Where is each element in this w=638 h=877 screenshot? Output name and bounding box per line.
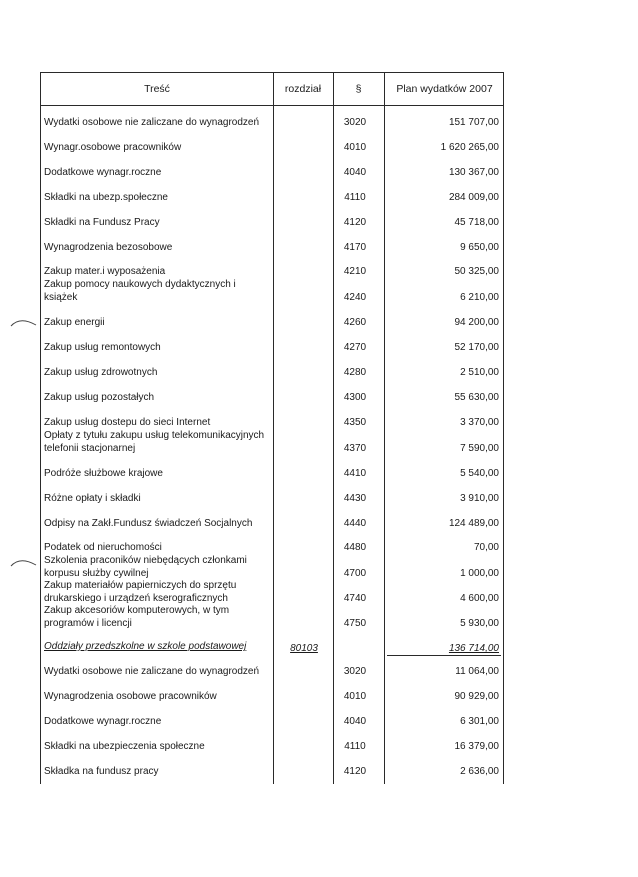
section-title: Oddziały przedszkolne w szkole podstawowej: [44, 641, 247, 652]
row-amount: 45 718,00: [454, 217, 499, 228]
row-amount: 52 170,00: [454, 342, 499, 353]
header-rozdzial: rozdział: [284, 83, 322, 95]
row-description-cont: programów i licencji: [44, 617, 132, 629]
row-amount: 5 930,00: [460, 617, 499, 629]
section-amount: 136 714,00: [448, 643, 499, 654]
header-plan: Plan wydatków 2007: [396, 83, 493, 95]
row-paragraph: 4370: [343, 442, 367, 454]
row-description: Podatek od nieruchomości: [44, 542, 162, 553]
row-amount: 90 929,00: [454, 691, 499, 702]
row-description: Zakup usług pozostałych: [44, 392, 155, 403]
row-description-cont: książek: [44, 291, 78, 303]
row-description: Składki na ubezpieczenia społeczne: [44, 741, 205, 752]
row-paragraph: 4110: [344, 192, 366, 203]
row-paragraph: 4300: [343, 392, 367, 403]
row-paragraph: 4750: [343, 617, 367, 629]
row-paragraph: 3020: [343, 666, 367, 677]
row-description: Wynagr.osobowe pracowników: [44, 142, 182, 153]
row-paragraph: 4740: [343, 592, 367, 604]
row-amount: 9 650,00: [460, 242, 499, 253]
row-paragraph: 4110: [344, 741, 366, 752]
row-description: Składka na fundusz pracy: [44, 766, 159, 777]
row-description: Wynagrodzenia osobowe pracowników: [44, 691, 217, 702]
row-amount: 4 600,00: [460, 592, 499, 604]
row-paragraph: 4120: [343, 217, 367, 228]
row-amount: 1 000,00: [460, 567, 499, 579]
row-description: Dodatkowe wynagr.roczne: [44, 716, 162, 727]
row-amount: 2 510,00: [460, 367, 499, 378]
row-amount: 94 200,00: [454, 317, 499, 328]
row-amount: 3 910,00: [460, 493, 499, 504]
row-paragraph: 4480: [343, 542, 367, 553]
column-divider: [273, 73, 274, 784]
row-description: Zakup usług zdrowotnych: [44, 367, 158, 378]
row-paragraph: 4240: [343, 291, 367, 303]
row-amount: 151 707,00: [448, 117, 499, 128]
header-paragraph: §: [355, 83, 362, 95]
row-description: Zakup materiałów papierniczych do sprzętu: [44, 580, 237, 591]
row-amount: 50 325,00: [454, 266, 499, 277]
row-paragraph: 3020: [343, 117, 367, 128]
row-paragraph: 4170: [343, 242, 367, 253]
row-description: Podróże służbowe krajowe: [44, 468, 163, 479]
row-description: Wydatki osobowe nie zaliczane do wynagrodzeń: [44, 117, 260, 128]
row-amount: 5 540,00: [460, 468, 499, 479]
punch-mark-icon: [10, 556, 38, 570]
row-paragraph: 4260: [343, 317, 367, 328]
row-paragraph: 4410: [343, 468, 367, 479]
row-description-cont: korpusu służby cywilnej: [44, 567, 149, 579]
row-paragraph: 4010: [343, 691, 367, 702]
row-description: Zakup usług dostepu do sieci Internet: [44, 417, 211, 428]
row-description: Różne opłaty i składki: [44, 493, 141, 504]
row-amount: 2 636,00: [460, 766, 499, 777]
row-amount: 11 064,00: [455, 666, 499, 677]
row-amount: 16 379,00: [454, 741, 499, 752]
row-paragraph: 4430: [343, 493, 367, 504]
row-description: Odpisy na Zakł.Fundusz świadczeń Socjalnych: [44, 518, 253, 529]
row-description: Opłaty z tytułu zakupu usług telekomunikacyjnych: [44, 430, 265, 441]
row-description: Zakup energii: [44, 317, 105, 328]
row-paragraph: 4010: [343, 142, 367, 153]
row-paragraph: 4120: [343, 766, 367, 777]
row-amount: 1 620 265,00: [440, 142, 499, 153]
row-paragraph: 4350: [343, 417, 367, 428]
row-paragraph: 4040: [343, 167, 367, 178]
row-paragraph: 4210: [343, 266, 367, 277]
section-rozdzial: 80103: [290, 643, 318, 654]
row-description: Zakup mater.i wyposażenia: [44, 266, 166, 277]
column-divider: [384, 73, 385, 784]
punch-mark-icon: [10, 316, 38, 330]
row-description: Zakup akcesoriów komputerowych, w tym: [44, 605, 230, 616]
subtotal-line: [387, 655, 501, 656]
row-paragraph: 4040: [343, 716, 367, 727]
row-amount: 55 630,00: [454, 392, 499, 403]
row-amount: 284 009,00: [448, 192, 499, 203]
row-amount: 70,00: [473, 542, 499, 553]
row-description-cont: drukarskiego i urządzeń kserograficznych: [44, 592, 228, 604]
row-description: Dodatkowe wynagr.roczne: [44, 167, 162, 178]
row-amount: 6 210,00: [460, 291, 499, 303]
row-description: Wydatki osobowe nie zaliczane do wynagrodzeń: [44, 666, 260, 677]
row-amount: 7 590,00: [460, 442, 499, 454]
row-paragraph: 4440: [343, 518, 367, 529]
row-description: Szkolenia praconików niebędących członkami: [44, 555, 247, 566]
row-paragraph: 4270: [343, 342, 367, 353]
row-paragraph: 4280: [343, 367, 367, 378]
row-description-cont: telefonii stacjonarnej: [44, 442, 136, 454]
row-amount: 124 489,00: [448, 518, 499, 529]
row-amount: 130 367,00: [448, 167, 499, 178]
row-description: Składki na Fundusz Pracy: [44, 217, 160, 228]
row-description: Zakup usług remontowych: [44, 342, 161, 353]
row-amount: 6 301,00: [460, 716, 499, 727]
expense-table: [40, 72, 504, 784]
table-header: [41, 73, 503, 106]
row-description: Wynagrodzenia bezosobowe: [44, 242, 173, 253]
row-description: Zakup pomocy naukowych dydaktycznych i: [44, 279, 236, 290]
row-description: Składki na ubezp.społeczne: [44, 192, 168, 203]
row-paragraph: 4700: [343, 567, 367, 579]
header-tresc: Treść: [144, 83, 170, 95]
row-amount: 3 370,00: [460, 417, 499, 428]
